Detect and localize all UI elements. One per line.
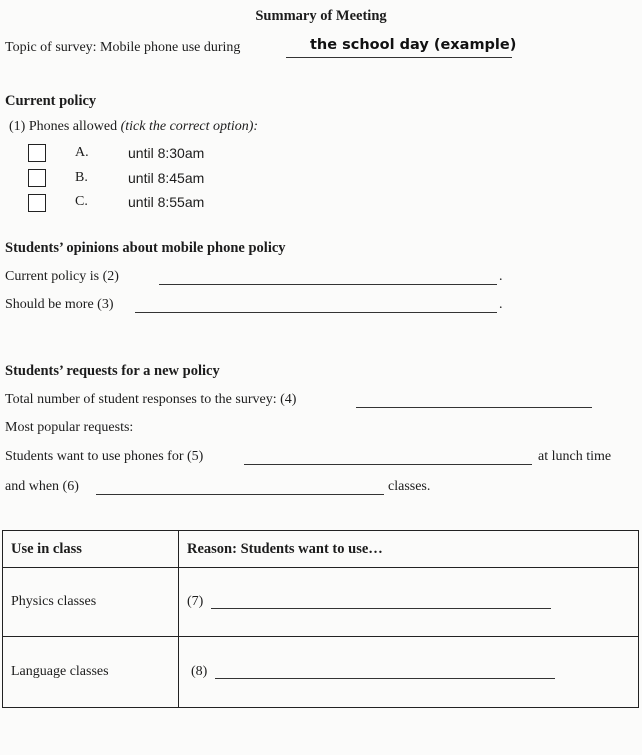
topic-label: Topic of survey: Mobile phone use during <box>5 40 241 55</box>
table-row <box>3 637 639 708</box>
when-suffix: classes. <box>388 479 431 494</box>
answer-8-line[interactable] <box>215 678 555 679</box>
option-a-text: until 8:30am <box>128 145 205 161</box>
topic-answer: the school day (example) <box>310 37 517 53</box>
opinions-heading: Students’ opinions about mobile phone policy <box>5 240 286 256</box>
table-header-row <box>3 531 639 568</box>
requests-heading: Students’ requests for a new policy <box>5 363 220 379</box>
answer-4-line[interactable] <box>356 407 592 408</box>
use-reason-table <box>2 530 639 708</box>
option-b-letter: B. <box>75 170 88 185</box>
topic-answer-line <box>286 57 512 58</box>
table-cell-reason <box>179 568 639 637</box>
option-c-checkbox[interactable] <box>28 194 46 212</box>
page-title: Summary of Meeting <box>255 8 387 24</box>
answer-7-line[interactable] <box>211 608 551 609</box>
want-use-suffix: at lunch time <box>538 449 612 464</box>
answer-5-line[interactable] <box>244 464 532 465</box>
popular-requests-label: Most popular requests: <box>5 420 134 435</box>
answer-3-line[interactable] <box>135 312 497 313</box>
table-cell-use: Language classes <box>3 637 179 708</box>
opinion-line-2-label: Current policy is (2) <box>5 269 119 284</box>
policy-question-prefix: (1) Phones allowed <box>9 119 118 134</box>
option-a-letter: A. <box>75 145 89 160</box>
current-policy-heading: Current policy <box>5 93 97 109</box>
answer-7-number: (7) <box>187 594 204 609</box>
opinion-line-3-period: . <box>499 297 503 312</box>
table-row <box>3 568 639 637</box>
answer-8-number: (8) <box>191 664 208 679</box>
answer-2-line[interactable] <box>159 284 497 285</box>
option-c-letter: C. <box>75 194 88 209</box>
policy-question-hint: (tick the correct option): <box>120 119 259 134</box>
option-b-text: until 8:45am <box>128 170 205 186</box>
table-header-reason: Reason: Students want to use… <box>179 531 639 568</box>
when-label: and when (6) <box>5 479 79 494</box>
table-cell-reason <box>179 637 639 708</box>
answer-6-line[interactable] <box>96 494 384 495</box>
total-responses-label: Total number of student responses to the survey: (4) <box>5 392 297 407</box>
table-header-use: Use in class <box>3 531 179 568</box>
opinion-line-2-period: . <box>499 269 503 284</box>
option-a-checkbox[interactable] <box>28 144 46 162</box>
policy-question <box>9 119 258 135</box>
want-use-label: Students want to use phones for (5) <box>5 449 204 464</box>
table-cell-use: Physics classes <box>3 568 179 637</box>
option-c-text: until 8:55am <box>128 194 205 210</box>
opinion-line-3-label: Should be more (3) <box>5 297 114 312</box>
option-b-checkbox[interactable] <box>28 169 46 187</box>
